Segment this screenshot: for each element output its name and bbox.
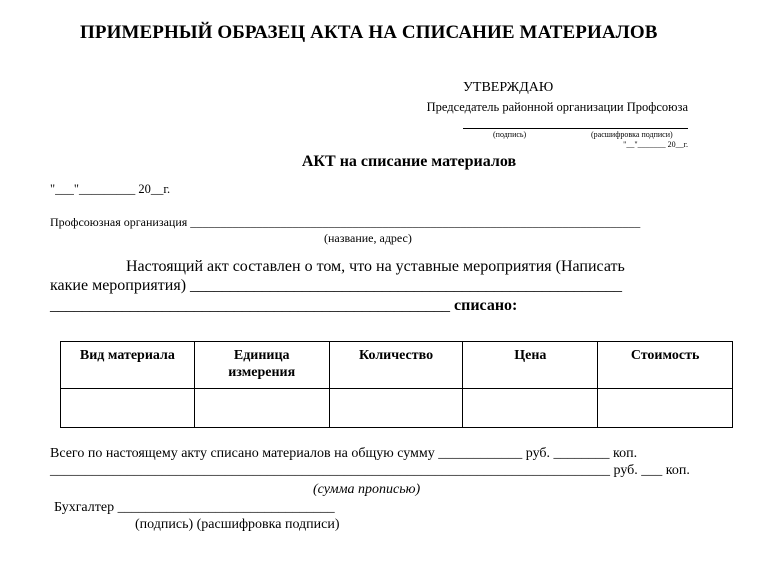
header-cost: Стоимость bbox=[598, 342, 733, 389]
paragraph-line3-blank: __________________________________________________ bbox=[50, 297, 450, 314]
document-title: ПРИМЕРНЫЙ ОБРАЗЕЦ АКТА НА СПИСАНИЕ МАТЕРИАЛОВ bbox=[80, 22, 658, 43]
header-price: Цена bbox=[463, 342, 598, 389]
cell-quantity bbox=[329, 389, 463, 428]
act-date: "___"_________ 20__г. bbox=[50, 182, 171, 196]
accountant-hint: (подпись) (расшифровка подписи) bbox=[135, 517, 340, 532]
total-words-line: ________________________________________________________________________________ руб. ___ коп. bbox=[50, 463, 690, 478]
paragraph-line1: Настоящий акт составлен о том, что на уставные мероприятия (Написать bbox=[126, 258, 625, 275]
header-quantity: Количество bbox=[329, 342, 463, 389]
header-unit-label: Единица измерения bbox=[228, 348, 296, 380]
act-paragraph bbox=[50, 257, 688, 277]
header-unit bbox=[194, 342, 329, 389]
paragraph-line3 bbox=[50, 297, 517, 315]
act-title: АКТ на списание материалов bbox=[301, 153, 517, 170]
approval-decode-caption: (расшифровка подписи) bbox=[591, 130, 673, 139]
cell-unit bbox=[194, 389, 329, 428]
approval-signature-caption: (подпись) bbox=[493, 130, 527, 139]
approval-signature-line bbox=[463, 128, 688, 129]
table-row bbox=[61, 389, 733, 428]
organization-line: Профсоюзная организация ___________________________________________________________________________ bbox=[50, 215, 641, 229]
approval-date: "__"_______ 20__г. bbox=[623, 140, 688, 149]
cell-material bbox=[61, 389, 195, 428]
paragraph-line2: какие мероприятия) ______________________________________________________ bbox=[50, 277, 623, 294]
approval-heading: УТВЕРЖДАЮ bbox=[463, 80, 554, 95]
cell-price bbox=[463, 389, 598, 428]
organization-hint: (название, адрес) bbox=[324, 231, 412, 245]
paragraph-written-off: списано: bbox=[454, 297, 518, 314]
header-material: Вид материала bbox=[61, 342, 195, 389]
accountant-line: Бухгалтер _______________________________ bbox=[54, 500, 335, 515]
approval-position: Председатель районной организации Профсоюза bbox=[426, 100, 688, 114]
total-words-hint: (сумма прописью) bbox=[313, 482, 421, 497]
cell-cost bbox=[598, 389, 733, 428]
total-sum-line: Всего по настоящему акту списано материалов на общую сумму ____________ руб. ________ коп. bbox=[50, 446, 638, 461]
materials-table bbox=[60, 341, 733, 428]
table-header-row bbox=[61, 342, 733, 389]
